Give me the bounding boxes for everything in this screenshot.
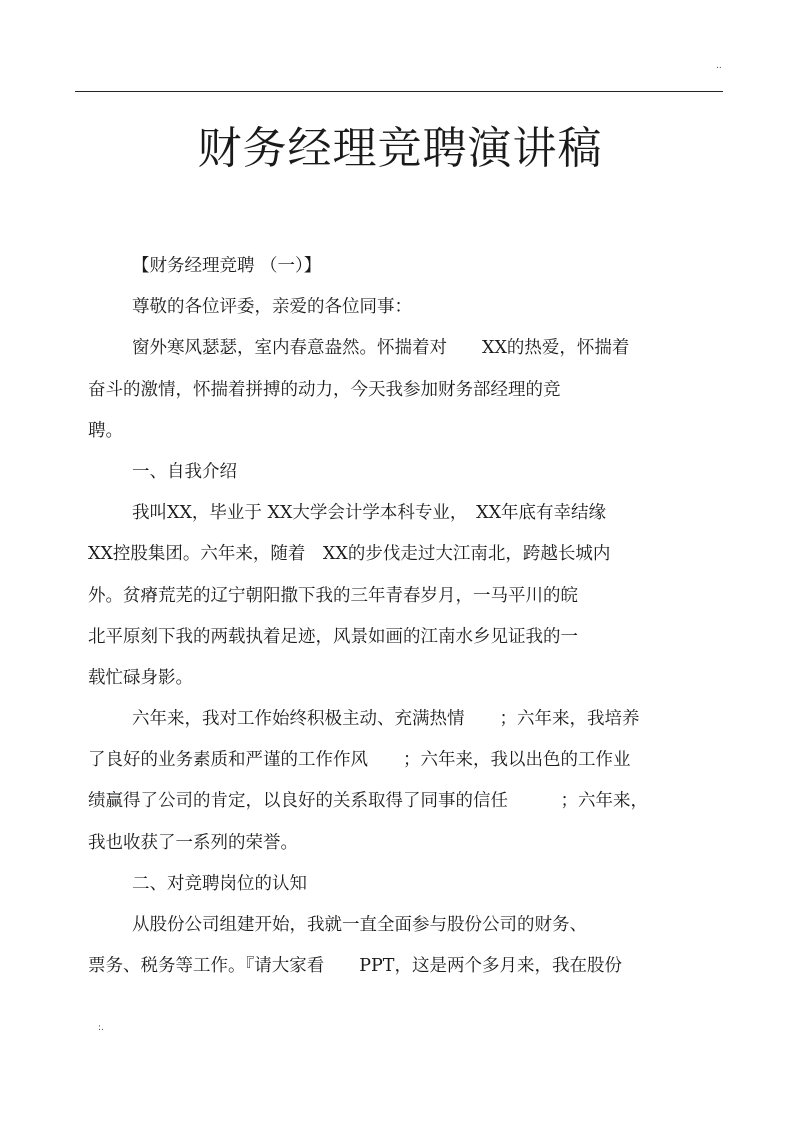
paragraph-line: 奋斗的激情，怀揣着拼搏的动力，今天我参加财务部经理的竞 <box>88 379 561 400</box>
corner-mark-bottom: :. <box>98 1023 104 1033</box>
paragraph-line: 我也收获了一系列的荣誉。 <box>88 832 298 853</box>
paragraph-line: 二、对竞聘岗位的认知 <box>132 873 307 894</box>
paragraph-line: 我叫XX，毕业于 XX大学会计学本科专业， XX年底有幸结缘 <box>132 503 607 524</box>
paragraph-line: 尊敬的各位评委，亲爱的各位同事： <box>132 297 412 318</box>
paragraph-line: 绩赢得了公司的肯定，以良好的关系取得了同事的信任 ；六年来， <box>88 791 648 812</box>
paragraph-line: 六年来，我对工作始终积极主动、充满热情 ；六年来，我培养 <box>132 709 640 730</box>
paragraph-line: 载忙碌身影。 <box>88 667 193 688</box>
corner-mark-top: .. <box>716 61 722 71</box>
paragraph-line: 北平原刻下我的两载执着足迹，风景如画的江南水乡见证我的一 <box>88 626 578 647</box>
header-rule <box>75 91 723 92</box>
paragraph-line: 外。贫瘠荒芜的辽宁朝阳撒下我的三年青春岁月，一马平川的皖 <box>88 585 578 606</box>
document-body <box>88 246 708 987</box>
paragraph-line: 票务、税务等工作。『请大家看 PPT，这是两个多月来，我在股份 <box>88 956 622 977</box>
paragraph-line: 一、自我介绍 <box>132 461 237 482</box>
paragraph-line: 【财务经理竞聘 （一）】 <box>132 256 322 276</box>
paragraph-line: 聘。 <box>88 420 123 441</box>
paragraph-line: XX控股集团。六年来，随着 XX的步伐走过大江南北，跨越长城内 <box>88 544 611 565</box>
paragraph-line: 窗外寒风瑟瑟，室内春意盎然。怀揣着对 XX的热爱，怀揣着 <box>132 338 630 359</box>
paragraph-line: 从股份公司组建开始，我就一直全面参与股份公司的财务、 <box>132 915 587 935</box>
paragraph-line: 了良好的业务素质和严谨的工作作风 ；六年来，我以出色的工作业 <box>88 750 631 771</box>
document-title: 财务经理竞聘演讲稿 <box>197 123 603 174</box>
